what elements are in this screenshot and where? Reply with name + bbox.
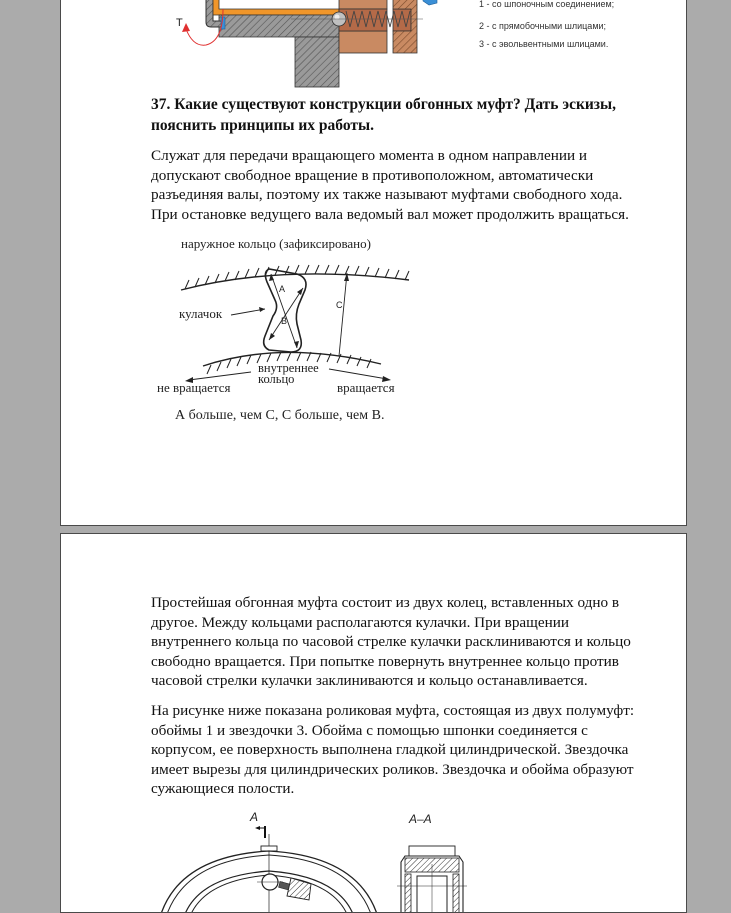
question-title: 37. Какие существуют конструкции обгонных муфт? Дать эскизы, пояснить принципы их работы.	[151, 96, 617, 134]
rotating-label: вращается	[337, 380, 395, 395]
legend-item-1: 1 - со шпоночным соединением;	[479, 0, 615, 9]
cam-label: кулачок	[179, 306, 223, 321]
dimension-c-label: C	[336, 300, 343, 310]
not-rotating-label: не вращается	[157, 380, 231, 395]
simple-clutch-paragraph: Простейшая обгонная муфта состоит из двух колец, вставленных одно в другое. Между кольцами располагаются кулачки. При вращении внутреннего кольца по часовой стрелке кулачки расклиниваются и кольцо свободно вращается. При попытке повернуть внутреннее кольцо против часовой стрелки кулачки заклиниваются и кольцо останавливается.	[151, 594, 631, 690]
document-page-2	[60, 533, 687, 913]
roller-clutch-drawing	[161, 804, 481, 913]
roller-clutch-figure	[161, 804, 481, 913]
inner-ring-label-line1: внутреннее	[258, 361, 319, 375]
section-mark-label: A	[250, 810, 259, 824]
legend-item-2: 2 - с прямобочными шлицами;	[479, 21, 607, 31]
cam-figure-caption: А больше, чем С, С больше, чем В.	[175, 408, 385, 423]
dimension-a-label: A	[279, 284, 286, 294]
document-page-1	[60, 0, 687, 526]
section-title-label: A–A	[409, 812, 432, 826]
legend-item-3: 3 - с эвольвентными шлицами.	[479, 39, 609, 49]
clutch-section-drawing	[161, 0, 461, 55]
outer-ring-label: наружное кольцо (зафиксировано)	[181, 236, 371, 251]
intro-paragraph: Служат для передачи вращающего момента в одном направлении и допускают свободное вращение в противоположном, автоматически разъединяя валы, поэтому их также называют муфтами свободного хода. При остановке ведущего вала ведомый вал может продолжить вращаться.	[151, 147, 629, 223]
dimension-b-label: B	[281, 316, 288, 326]
torque-label: T	[176, 17, 183, 29]
roller-clutch-paragraph: На рисунке ниже показана роликовая муфта, состоящая из двух полумуфт: обоймы 1 и звездочки 3. Обойма с помощью шпонки соединяется с корпусом, ее поверхность выполнена гладкой цилиндрической. Звездочка имеет вырезы для цилиндрических роликов. Звездочка и обойма образуют сужающиеся полости.	[151, 702, 635, 798]
clutch-section-figure	[161, 0, 461, 55]
inner-ring-label-line2: кольцо	[258, 372, 295, 386]
cam-clutch-figure	[151, 236, 421, 441]
